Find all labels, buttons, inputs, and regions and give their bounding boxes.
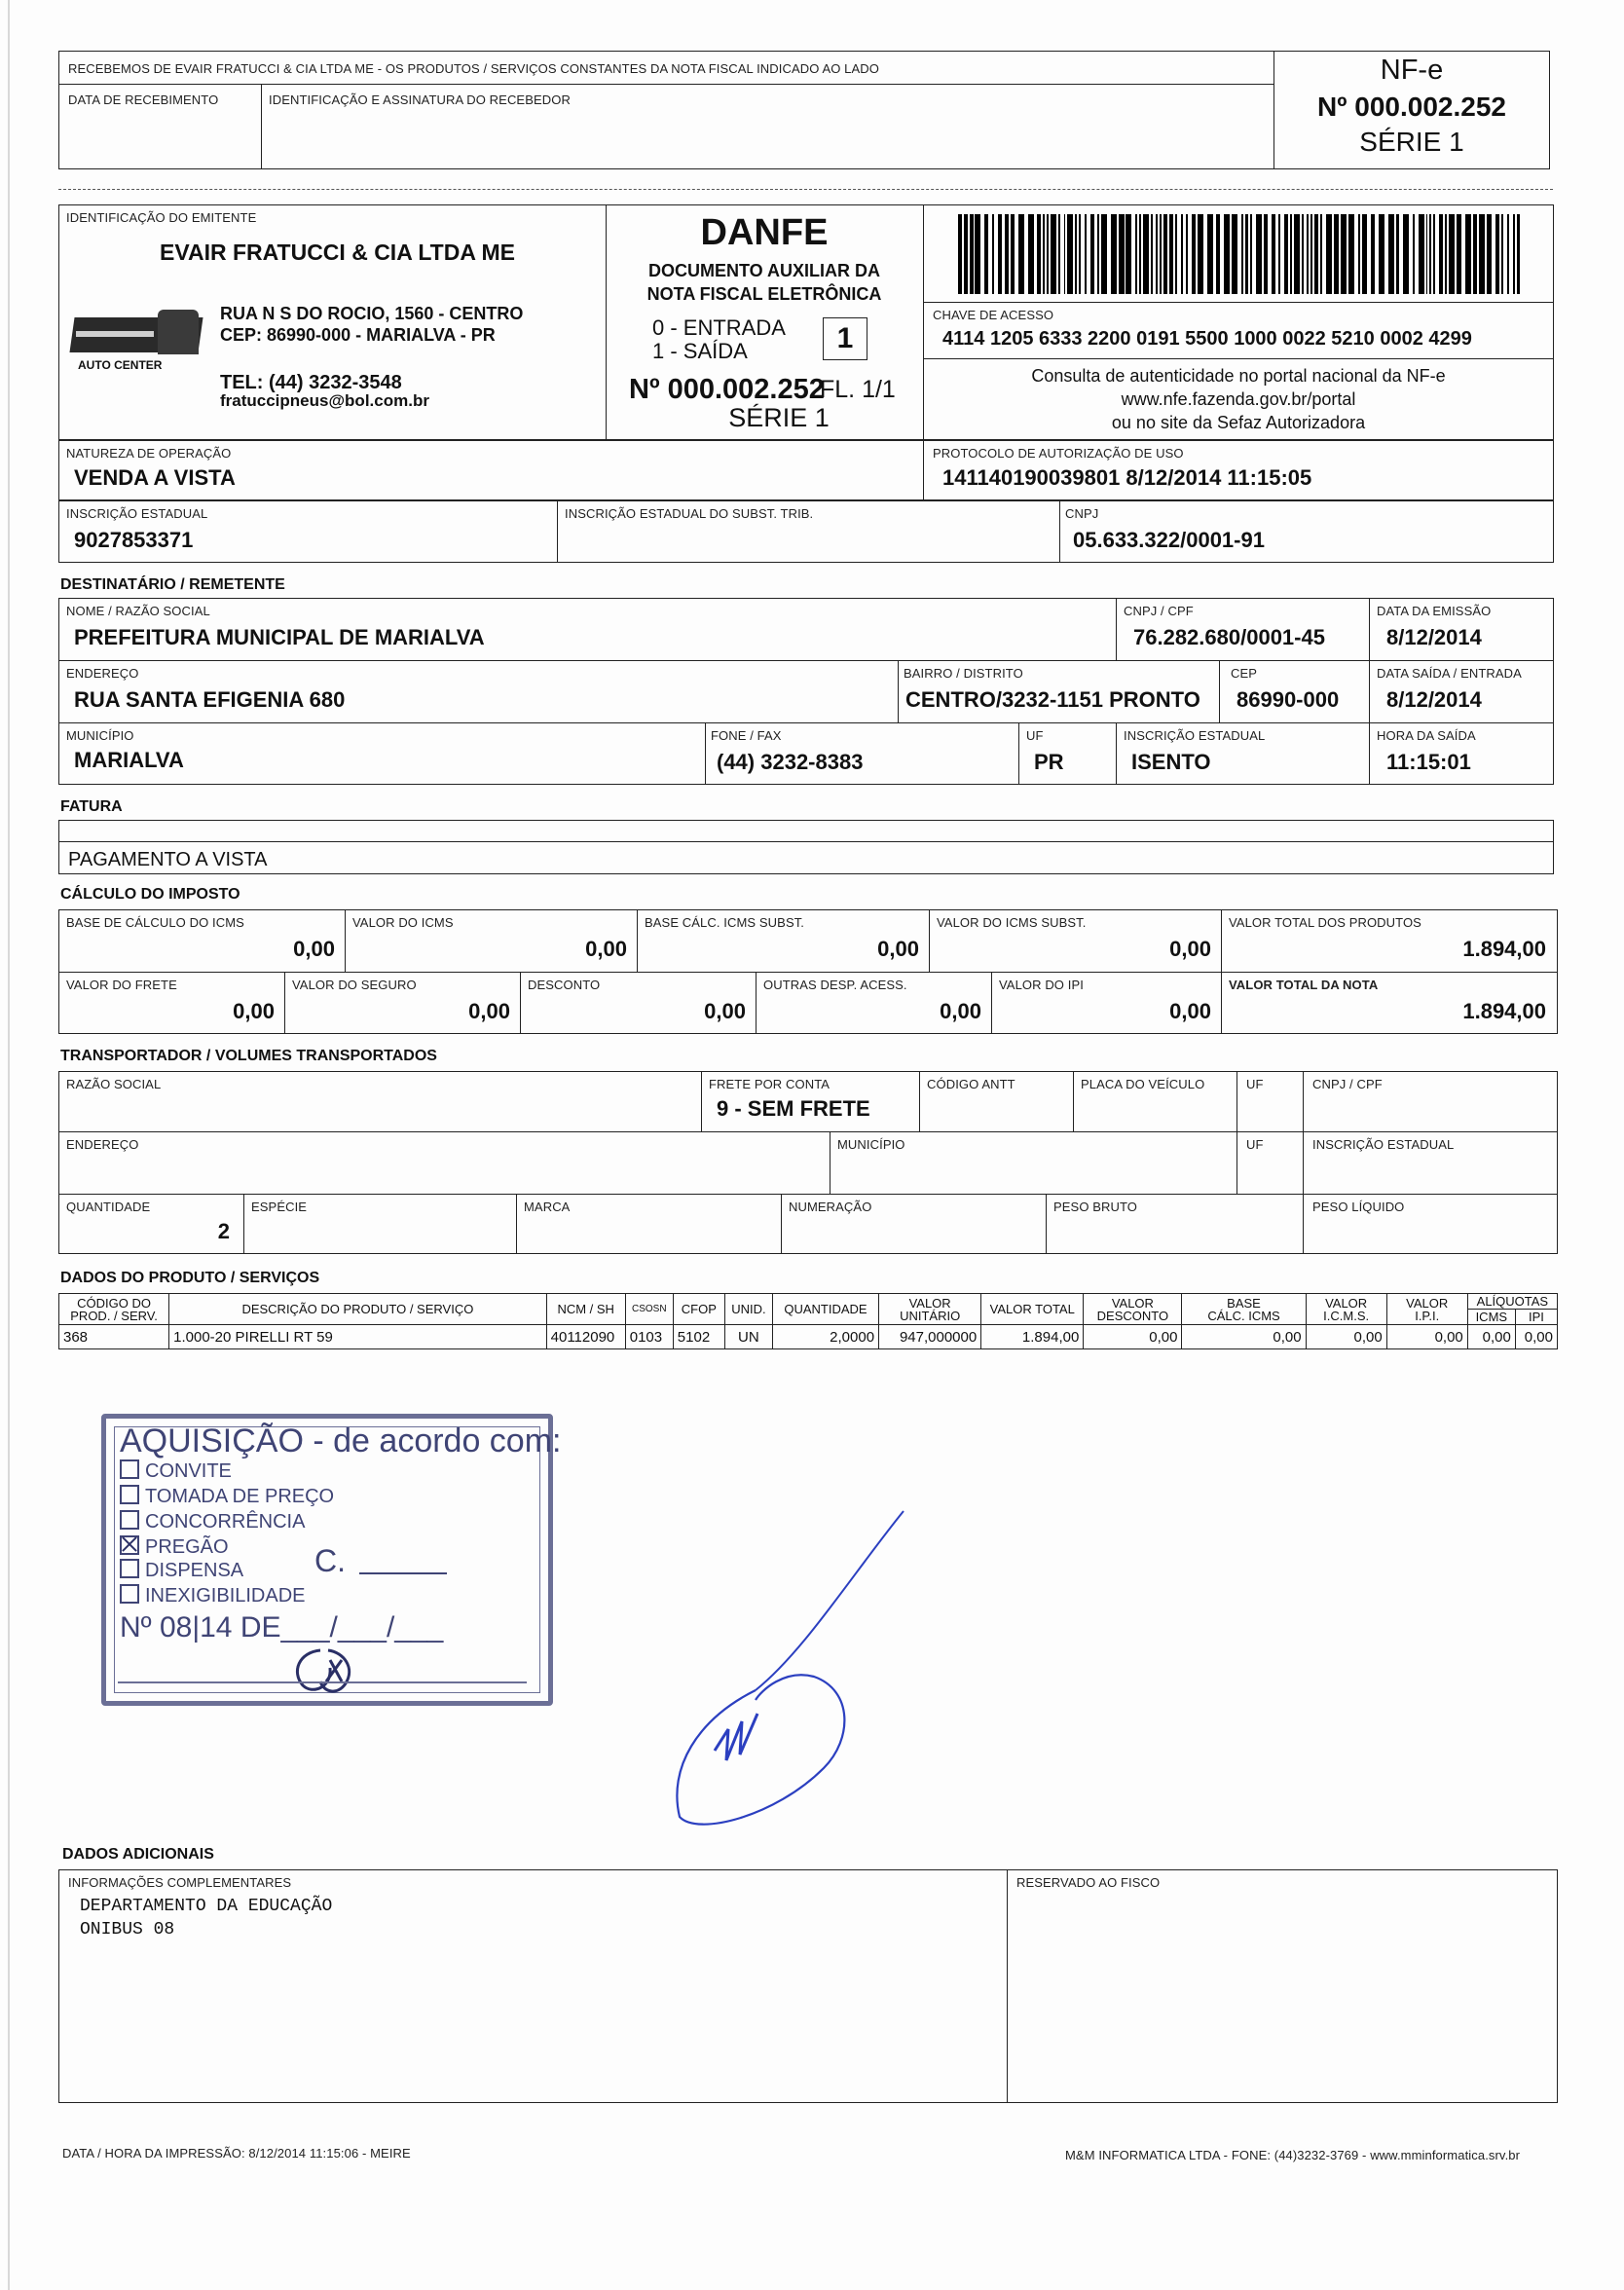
invoice-payment: PAGAMENTO A VISTA — [68, 849, 268, 870]
transport-r3-v5 — [1303, 1194, 1304, 1254]
icms-value: 0,00 — [585, 937, 627, 961]
base-st-value: 0,00 — [877, 937, 919, 961]
cell-unit: UN — [724, 1325, 772, 1349]
col-qty: QUANTIDADE — [772, 1294, 878, 1325]
emitter-name: EVAIR FRATUCCI & CIA LTDA ME — [160, 240, 515, 265]
col-code: CÓDIGO DO PROD. / SERV. — [59, 1294, 169, 1325]
tax-hline — [58, 972, 1558, 973]
recipient-r3-v2 — [1018, 722, 1019, 785]
registration-vline-2 — [1059, 500, 1060, 563]
base-st-label: BASE CÁLC. ICMS SUBST. — [645, 915, 805, 930]
table-row — [59, 1325, 1558, 1349]
cell-unit-value: 947,000000 — [879, 1325, 981, 1349]
discount-value: 0,00 — [704, 999, 746, 1023]
carrier-uf-label: UF — [1246, 1137, 1264, 1152]
exit-date: 8/12/2014 — [1386, 687, 1482, 712]
recipient-r1-v1 — [1116, 598, 1117, 660]
total-products-value: 1.894,00 — [1462, 937, 1546, 961]
danfe-type-box: 1 — [823, 317, 867, 360]
nfe-number: Nº 000.002.252 — [1317, 92, 1506, 122]
base-icms-value: 0,00 — [293, 937, 335, 961]
acquisition-stamp — [101, 1414, 562, 1706]
nature-label: NATUREZA DE OPERAÇÃO — [66, 446, 232, 461]
col-unit: UNID. — [724, 1294, 772, 1325]
exit-time-label: HORA DA SAÍDA — [1377, 728, 1476, 743]
district-value: CENTRO/3232-1151 PRONTO — [905, 687, 1200, 712]
ie-label: INSCRIÇÃO ESTADUAL — [66, 506, 208, 521]
carrier-city-label: MUNICÍPIO — [837, 1137, 905, 1152]
discount-label: DESCONTO — [528, 978, 601, 992]
recipient-hline-1 — [58, 660, 1554, 661]
recipient-r2-v2 — [1219, 660, 1220, 722]
nature-vline — [923, 440, 924, 500]
software-credit: M&M INFORMATICA LTDA - FONE: (44)3232-3769 - www.mminformatica.srv.br — [1065, 2148, 1521, 2162]
insurance-label: VALOR DO SEGURO — [292, 978, 417, 992]
emitter-logo — [72, 310, 204, 380]
consult-line-2: www.nfe.fazenda.gov.br/portal — [1121, 389, 1356, 409]
nfe-series: SÉRIE 1 — [1359, 127, 1464, 157]
checkbox-icon — [120, 1584, 139, 1604]
receipt-statement: RECEBEMOS DE EVAIR FRATUCCI & CIA LTDA ME - OS PRODUTOS / SERVIÇOS CONSTANTES DA NOTA FISCAL INDICADO AO LADO — [68, 61, 879, 76]
stamp-option-convite: CONVITE — [120, 1459, 232, 1483]
danfe-title: DANFE — [700, 212, 829, 253]
phone-label: FONE / FAX — [711, 728, 782, 743]
recipient-name-label: NOME / RAZÃO SOCIAL — [66, 604, 210, 618]
stamp-option-inexigibilidade: INEXIGIBILIDADE — [120, 1584, 306, 1607]
cell-cfop: 5102 — [673, 1325, 724, 1349]
brand-label: MARCA — [524, 1200, 571, 1214]
recipient-right-col — [1369, 598, 1370, 785]
cell-qty: 2,0000 — [772, 1325, 878, 1349]
emitter-phone: TEL: (44) 3232-3548 — [220, 372, 402, 393]
exit-time: 11:15:01 — [1386, 750, 1471, 774]
cell-ipi: 0,00 — [1386, 1325, 1467, 1349]
cep-label: CEP — [1231, 666, 1258, 681]
icms-st-label: VALOR DO ICMS SUBST. — [937, 915, 1087, 930]
col-discount: VALOR DESCONTO — [1084, 1294, 1182, 1325]
other-label: OUTRAS DESP. ACESS. — [763, 978, 907, 992]
recipient-address-label: ENDEREÇO — [66, 666, 139, 681]
stamp-initials — [281, 1639, 369, 1707]
carrier-label: RAZÃO SOCIAL — [66, 1077, 162, 1091]
recipient-cnpj-label: CNPJ / CPF — [1124, 604, 1194, 618]
emission-date: 8/12/2014 — [1386, 625, 1482, 649]
recipient-r3-v3 — [1116, 722, 1117, 785]
cell-total: 1.894,00 — [981, 1325, 1084, 1349]
uf-value: PR — [1034, 750, 1064, 774]
protocol-label: PROTOCOLO DE AUTORIZAÇÃO DE USO — [933, 446, 1184, 461]
recipient-r3-v1 — [705, 722, 706, 785]
scan-edge — [8, 0, 10, 2290]
district-label: BAIRRO / DISTRITO — [904, 666, 1023, 681]
col-ipi: VALOR I.P.I. — [1386, 1294, 1467, 1325]
city-value: MARIALVA — [74, 748, 184, 772]
freight-by-value: 9 - SEM FRETE — [717, 1096, 870, 1121]
access-key: 4114 1205 6333 2200 0191 5500 1000 0022 5210 0002 4299 — [942, 328, 1472, 350]
checkbox-icon — [120, 1510, 139, 1530]
cell-ncm: 40112090 — [546, 1325, 625, 1349]
cep-value: 86990-000 — [1236, 687, 1340, 712]
numbering-label: NUMERAÇÃO — [789, 1200, 872, 1214]
carrier-address-label: ENDEREÇO — [66, 1137, 139, 1152]
city-label: MUNICÍPIO — [66, 728, 134, 743]
invoice-section: FATURA — [60, 798, 123, 815]
carrier-cnpj-label: CNPJ / CPF — [1312, 1077, 1383, 1091]
icms-label: VALOR DO ICMS — [352, 915, 454, 930]
logo-stripe — [76, 331, 154, 337]
ipi-value: 0,00 — [1169, 999, 1211, 1023]
cell-desc: 1.000-20 PIRELLI RT 59 — [169, 1325, 547, 1349]
transport-section: TRANSPORTADOR / VOLUMES TRANSPORTADOS — [60, 1048, 437, 1064]
checkbox-icon — [120, 1559, 139, 1578]
danfe-exit: 1 - SAÍDA — [652, 339, 748, 363]
stamp-option-concorrencia: CONCORRÊNCIA — [120, 1510, 305, 1533]
cell-csosn: 0103 — [625, 1325, 673, 1349]
ie-st-label: INSCRIÇÃO ESTADUAL DO SUBST. TRIB. — [565, 506, 814, 521]
cell-rate-icms: 0,00 — [1467, 1325, 1515, 1349]
header-hline-1 — [923, 302, 1554, 303]
transport-r3-v3 — [781, 1194, 782, 1254]
quantity-value: 2 — [217, 1219, 230, 1243]
col-rates: ALÍQUOTAS — [1467, 1294, 1557, 1310]
stamp-number-line: Nº 08|14 DE___/___/___ — [120, 1611, 444, 1644]
transport-r1-v1 — [701, 1071, 702, 1131]
emitter-section-label: IDENTIFICAÇÃO DO EMITENTE — [66, 210, 257, 225]
recipient-name: PREFEITURA MUNICIPAL DE MARIALVA — [74, 625, 485, 649]
total-label: VALOR TOTAL DA NOTA — [1229, 978, 1379, 992]
col-icms: VALOR I.C.M.S. — [1306, 1294, 1386, 1325]
cut-line — [58, 189, 1553, 190]
emitter-email: fratuccipneus@bol.com.br — [220, 391, 429, 410]
transport-r3-v2 — [516, 1194, 517, 1254]
checkbox-icon — [120, 1459, 139, 1479]
additional-vline — [1007, 1869, 1008, 2103]
uf-label: UF — [1026, 728, 1044, 743]
stamp-option-pregao: PREGÃO — [120, 1535, 229, 1559]
exit-date-label: DATA SAÍDA / ENTRADA — [1377, 666, 1522, 681]
transport-hline-2 — [58, 1194, 1558, 1195]
col-desc: DESCRIÇÃO DO PRODUTO / SERVIÇO — [169, 1294, 547, 1325]
plate-label: PLACA DO VEÍCULO — [1081, 1077, 1205, 1091]
danfe-entry: 0 - ENTRADA — [652, 315, 786, 340]
total-value: 1.894,00 — [1462, 999, 1546, 1023]
danfe-sheet: FL. 1/1 — [820, 376, 896, 403]
stamp-option-tomada: TOMADA DE PREÇO — [120, 1485, 334, 1508]
complementary-info-1: DEPARTAMENTO DA EDUCAÇÃO — [80, 1897, 333, 1916]
barcode-bar — [1520, 214, 1524, 294]
freight-value: 0,00 — [233, 999, 275, 1023]
cell-icms: 0,00 — [1306, 1325, 1386, 1349]
nfe-label: NF-e — [1380, 55, 1444, 86]
carrier-ie-label: INSCRIÇÃO ESTADUAL — [1312, 1137, 1455, 1152]
products-section: DADOS DO PRODUTO / SERVIÇOS — [60, 1270, 320, 1286]
emitter-cnpj-label: CNPJ — [1065, 506, 1099, 521]
recipient-section: DESTINATÁRIO / REMETENTE — [60, 576, 285, 593]
products-table — [58, 1293, 1558, 1349]
freight-by-label: FRETE POR CONTA — [709, 1077, 830, 1091]
emitter-cnpj-value: 05.633.322/0001-91 — [1073, 528, 1265, 552]
stamp-bottom-line — [118, 1681, 527, 1683]
ie-value: 9027853371 — [74, 528, 194, 552]
stamp-title: AQUISIÇÃO - de acordo com: — [120, 1422, 562, 1459]
net-weight-label: PESO LÍQUIDO — [1312, 1200, 1405, 1214]
emission-date-label: DATA DA EMISSÃO — [1377, 604, 1492, 618]
col-base: BASE CÁLC. ICMS — [1182, 1294, 1306, 1325]
invoice-hline — [58, 841, 1554, 842]
danfe-number: Nº 000.002.252 — [629, 374, 825, 405]
ipi-label: VALOR DO IPI — [999, 978, 1084, 992]
stamp-option-dispensa: DISPENSA — [120, 1559, 243, 1582]
transport-r1-v2 — [919, 1071, 920, 1131]
species-label: ESPÉCIE — [251, 1200, 308, 1214]
col-rate-icms: ICMS — [1467, 1310, 1515, 1325]
protocol-value: 141140190039801 8/12/2014 11:15:05 — [942, 465, 1312, 490]
stamp-c-mark: C. — [314, 1543, 346, 1578]
tax-section: CÁLCULO DO IMPOSTO — [60, 886, 240, 903]
danfe-subtitle-2: NOTA FISCAL ELETRÔNICA — [646, 284, 882, 304]
insurance-value: 0,00 — [468, 999, 510, 1023]
transport-r1-v3 — [1073, 1071, 1074, 1131]
handwritten-signature — [658, 1505, 989, 1827]
receipt-date-label: DATA DE RECEBIMENTO — [68, 92, 219, 107]
recipient-ie: ISENTO — [1131, 750, 1211, 774]
invoice-block — [58, 820, 1554, 874]
header-hline-2 — [923, 358, 1554, 359]
emitter-address-2: CEP: 86990-000 - MARIALVA - PR — [220, 325, 496, 345]
access-key-barcode — [958, 214, 1525, 294]
col-total: VALOR TOTAL — [981, 1294, 1084, 1325]
recipient-r2-v1 — [898, 660, 899, 722]
stamp-c-line — [359, 1572, 447, 1574]
icms-st-value: 0,00 — [1169, 937, 1211, 961]
additional-section: DADOS ADICIONAIS — [62, 1846, 214, 1863]
transport-uf-col — [1236, 1071, 1237, 1194]
transport-right-col — [1303, 1071, 1304, 1194]
checked-checkbox-icon — [120, 1535, 139, 1555]
cell-discount: 0,00 — [1084, 1325, 1182, 1349]
receipt-vline — [261, 84, 262, 169]
transport-r3-v4 — [1046, 1194, 1047, 1254]
checkbox-icon — [120, 1485, 139, 1504]
col-ncm: NCM / SH — [546, 1294, 625, 1325]
logo-car-icon — [158, 310, 199, 354]
danfe-subtitle-1: DOCUMENTO AUXILIAR DA — [648, 261, 880, 280]
transport-hline-1 — [58, 1131, 1558, 1132]
complementary-info-2: ONIBUS 08 — [80, 1920, 175, 1939]
consult-line-1: Consulta de autenticidade no portal nacional da NF-e — [1031, 366, 1446, 386]
antt-label: CÓDIGO ANTT — [927, 1077, 1015, 1091]
nature-row — [58, 440, 1554, 500]
consult-line-3: ou no site da Sefaz Autorizadora — [1111, 413, 1366, 432]
access-key-label: CHAVE DE ACESSO — [933, 308, 1054, 322]
nature-value: VENDA A VISTA — [74, 465, 236, 490]
freight-label: VALOR DO FRETE — [66, 978, 177, 992]
quantity-label: QUANTIDADE — [66, 1200, 151, 1214]
receipt-sign-label: IDENTIFICAÇÃO E ASSINATURA DO RECEBEDOR — [269, 92, 571, 107]
print-info: DATA / HORA DA IMPRESSÃO: 8/12/2014 11:15:06 - MEIRE — [62, 2146, 411, 2161]
emitter-address-1: RUA N S DO ROCIO, 1560 - CENTRO — [220, 304, 524, 323]
cell-base: 0,00 — [1182, 1325, 1306, 1349]
base-icms-label: BASE DE CÁLCULO DO ICMS — [66, 915, 244, 930]
reserved-label: RESERVADO AO FISCO — [1016, 1875, 1161, 1890]
cell-code: 368 — [59, 1325, 169, 1349]
recipient-cnpj: 76.282.680/0001-45 — [1133, 625, 1325, 649]
col-csosn: CSOSN — [625, 1294, 673, 1325]
danfe-series: SÉRIE 1 — [728, 403, 830, 432]
logo-caption: AUTO CENTER — [78, 358, 163, 372]
other-value: 0,00 — [940, 999, 981, 1023]
phone-value: (44) 3232-8383 — [717, 750, 864, 774]
col-cfop: CFOP — [673, 1294, 724, 1325]
transport-uf-label: UF — [1246, 1077, 1264, 1091]
recipient-ie-label: INSCRIÇÃO ESTADUAL — [1124, 728, 1266, 743]
col-unit-value: VALOR UNITÁRIO — [879, 1294, 981, 1325]
cell-rate-ipi: 0,00 — [1515, 1325, 1557, 1349]
gross-weight-label: PESO BRUTO — [1053, 1200, 1138, 1214]
complementary-info-label: INFORMAÇÕES COMPLEMENTARES — [68, 1875, 292, 1890]
col-rate-ipi: IPI — [1515, 1310, 1557, 1325]
registration-vline-1 — [557, 500, 558, 563]
total-products-label: VALOR TOTAL DOS PRODUTOS — [1229, 915, 1421, 930]
transport-r3-v1 — [243, 1194, 244, 1254]
recipient-hline-2 — [58, 722, 1554, 723]
recipient-address: RUA SANTA EFIGENIA 680 — [74, 687, 346, 712]
receipt-hline — [58, 84, 1273, 85]
